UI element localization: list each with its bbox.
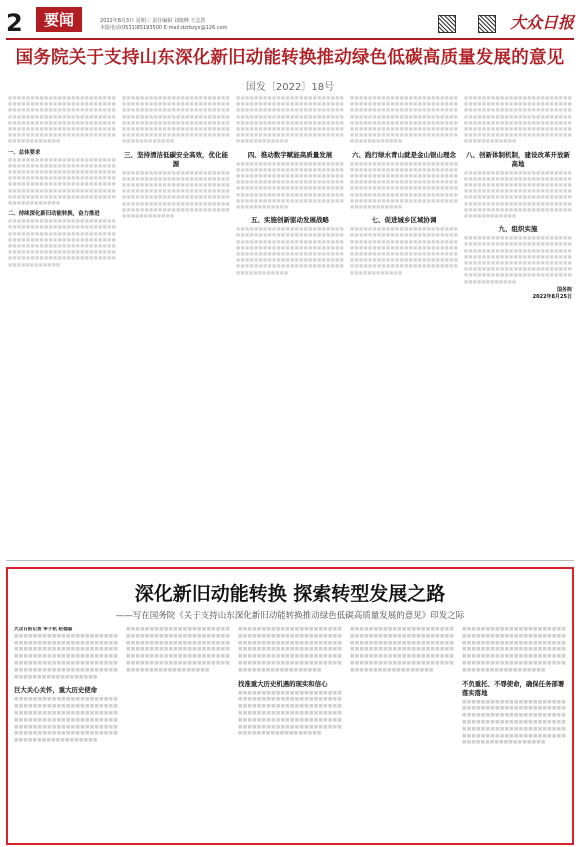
body-text: ■■■■■■■■■■■■■■■■■■■■■■■■■■■■■■■■■■■■■■■■■■■■■■■■■■■■■■■■■■■■■■■■■■■■■■■■■■■■■■■■■■■■■■■■■■■■■■■■■■■■■■■■■■■■■■■■■■■■■■■■■■■■■■■■■■■■■■■■■■■■■■■■■■■■■■■■■■■■■■■■■■■■■■■■■■■■■■■■■■■■ [464, 236, 572, 285]
section-heading: 六、践行绿水青山就是金山银山理念 [352, 150, 456, 159]
section-heading: 八、创新体制机制，建设改革开放新高地 [466, 150, 570, 168]
article-column-4 [350, 96, 458, 526]
article-column-1 [8, 96, 116, 526]
body-text: ■■■■■■■■■■■■■■■■■■■■■■■■■■■■■■■■■■■■■■■■■■■■■■■■■■■■■■■■■■■■■■■■■■■■■■■■■■■■■■■■■■■■■■■■■■■■■■■■■■■■■■■■■■■■■■■■■■■■■■■■■■■■■■■■■■■■■■■■■■■■■■■■■■■■■■■■■■■■■■■■■■■■■■■■■■■■■■■■■■■■ [8, 157, 116, 207]
body-text: ■■■■■■■■■■■■■■■■■■■■■■■■■■■■■■■■■■■■■■■■■■■■■■■■■■■■■■■■■■■■■■■■■■■■■■■■■■■■■■■■■■■■■■■■■■■■■■■■■■■■■■■■■■■■■■■■■■■■■■■■■■■■■■■■■■■■■■■■■■■■■■■■■■■■■■ [126, 627, 230, 673]
body-text: ■■■■■■■■■■■■■■■■■■■■■■■■■■■■■■■■■■■■■■■■■■■■■■■■■■■■■■■■■■■■■■■■■■■■■■■■■■■■■■■■■■■■■■■■■■■■■■■■■■■■■■■■■■■■■■■■■■■■■■■■■■■■■■■■■■■■■■■■■■■■■■■■■■■■■■■■■■■■■■■■■■■■■■■■■■■■■■■■■■■■ [8, 219, 116, 268]
date: 2022年8月25日 [532, 293, 572, 300]
section-heading: 二、持续深化新旧动能转换，奋力推进 [8, 211, 100, 218]
body-text: ■■■■■■■■■■■■■■■■■■■■■■■■■■■■■■■■■■■■■■■■■■■■■■■■■■■■■■■■■■■■■■■■■■■■■■■■■■■■■■■■■■■■■■■■■■■■■■■■■■■■■■■■■■■■■■■■■■■■■■■■■■■■■■■■■■■■■■■■■■■■■■■■■■■■■■■■■■■■■■■■■■■■■■■■■■■■■■■■■■■■ [236, 161, 344, 211]
body-text: ■■■■■■■■■■■■■■■■■■■■■■■■■■■■■■■■■■■■■■■■■■■■■■■■■■■■■■■■■■■■■■■■■■■■■■■■■■■■■■■■■■■■■■■■■■■■■■■■■■■■■■■■■■■■■■■■■■■■■■■■■■■■■■■■■■■■■■■■■■■■■■■■■■■■■■■■■■■■■■■■■■■■■■■■■■■■■■■■■■■■ [236, 227, 344, 276]
body-text: ■■■■■■■■■■■■■■■■■■■■■■■■■■■■■■■■■■■■■■■■■■■■■■■■■■■■■■■■■■■■■■■■■■■■■■■■■■■■■■■■■■■■■■■■■■■■■■■■■■■■■■■■■■■■■■■■■■■■■■■■■■■■■■■■■■■■■■■■■■■■■■■■■■■■■■■■■■■■■■■■■■■■■■■■■■■■■■■■■■■■ [350, 96, 458, 145]
feature-column-1 [14, 627, 118, 841]
body-text: ■■■■■■■■■■■■■■■■■■■■■■■■■■■■■■■■■■■■■■■■■■■■■■■■■■■■■■■■■■■■■■■■■■■■■■■■■■■■■■■■■■■■■■■■■■■■■■■■■■■■■■■■■■■■■■■■■■■■■■■■■■■■■■■■■■■■■■■■■■■■■■■■■■■■■■■■■■■■■■■■■■■■■■■■■■■■■■■■■■■■ [350, 161, 458, 211]
newspaper-logo: 大众日报 [509, 13, 574, 32]
edition-meta [100, 18, 227, 32]
body-text: ■■■■■■■■■■■■■■■■■■■■■■■■■■■■■■■■■■■■■■■■■■■■■■■■■■■■■■■■■■■■■■■■■■■■■■■■■■■■■■■■■■■■■■■■■■■■■■■■■■■■■■■■■■■■■■■■■■■■■■■■■■■■■■■■■■■■■■■■■■■■■■■■■■■■■■ [238, 690, 342, 737]
article-column-5 [464, 96, 572, 526]
section-heading: 四、推动数字赋能高质量发展 [247, 150, 333, 159]
feature-column-3 [238, 627, 342, 841]
section-heading: 九、组织实施 [498, 225, 538, 234]
body-text: ■■■■■■■■■■■■■■■■■■■■■■■■■■■■■■■■■■■■■■■■■■■■■■■■■■■■■■■■■■■■■■■■■■■■■■■■■■■■■■■■■■■■■■■■■■■■■■■■■■■■■■■■■■■■■■■■■■■■■■■■■■■■■■■■■■■■■■■■■■■■■■■■■■■■■■ [14, 697, 118, 744]
section-heading: 七、促进城乡区域协调 [371, 216, 437, 225]
body-text: ■■■■■■■■■■■■■■■■■■■■■■■■■■■■■■■■■■■■■■■■■■■■■■■■■■■■■■■■■■■■■■■■■■■■■■■■■■■■■■■■■■■■■■■■■■■■■■■■■■■■■■■■■■■■■■■■■■■■■■■■■■■■■■■■■■■■■■■■■■■■■■■■■■■■■■ [462, 699, 566, 746]
body-text: ■■■■■■■■■■■■■■■■■■■■■■■■■■■■■■■■■■■■■■■■■■■■■■■■■■■■■■■■■■■■■■■■■■■■■■■■■■■■■■■■■■■■■■■■■■■■■■■■■■■■■■■■■■■■■■■■■■■■■■■■■■■■■■■■■■■■■■■■■■■■■■■■■■■■■■■■■■■■■■■■■■■■■■■■■■■■■■■■■■■■ [464, 96, 572, 145]
meta-line: 本版电话(0531)85193500 E-mail:dzrbzyx@126.com [100, 25, 228, 31]
qr-code-icon [438, 15, 456, 33]
section-heading: 三、坚持清洁低碳安全高效，优化能源 [124, 150, 228, 168]
body-text: ■■■■■■■■■■■■■■■■■■■■■■■■■■■■■■■■■■■■■■■■■■■■■■■■■■■■■■■■■■■■■■■■■■■■■■■■■■■■■■■■■■■■■■■■■■■■■■■■■■■■■■■■■■■■■■■■■■■■■■■■■■■■■■■■■■■■■■■■■■■■■■■■■■■■■■■■■■■■■■■■■■■■■■■■■■■■■■■■■■■■ [464, 170, 572, 220]
qr-code-icon [478, 15, 496, 33]
feature-title: 深化新旧动能转换 探索转型发展之路 [134, 583, 446, 605]
page-number: 2 [6, 9, 23, 37]
article-column-3 [236, 96, 344, 526]
body-text: ■■■■■■■■■■■■■■■■■■■■■■■■■■■■■■■■■■■■■■■■■■■■■■■■■■■■■■■■■■■■■■■■■■■■■■■■■■■■■■■■■■■■■■■■■■■■■■■■■■■■■■■■■■■■■■■■■■■■■■■■■■■■■■■■■■■■■■■■■■■■■■■■■■■■■■■■■■■■■■■■■■■■■■■■■■■■■■■■■■■■ [350, 227, 458, 276]
article-column-2 [122, 96, 230, 526]
signature: 国务院 [556, 286, 572, 293]
body-text: ■■■■■■■■■■■■■■■■■■■■■■■■■■■■■■■■■■■■■■■■■■■■■■■■■■■■■■■■■■■■■■■■■■■■■■■■■■■■■■■■■■■■■■■■■■■■■■■■■■■■■■■■■■■■■■■■■■■■■■■■■■■■■■■■■■■■■■■■■■■■■■■■■■■■■■ [238, 627, 342, 673]
body-text: ■■■■■■■■■■■■■■■■■■■■■■■■■■■■■■■■■■■■■■■■■■■■■■■■■■■■■■■■■■■■■■■■■■■■■■■■■■■■■■■■■■■■■■■■■■■■■■■■■■■■■■■■■■■■■■■■■■■■■■■■■■■■■■■■■■■■■■■■■■■■■■■■■■■■■■■■■■■■■■■■■■■■■■■■■■■■■■■■■■■■ [8, 96, 116, 145]
body-text: ■■■■■■■■■■■■■■■■■■■■■■■■■■■■■■■■■■■■■■■■■■■■■■■■■■■■■■■■■■■■■■■■■■■■■■■■■■■■■■■■■■■■■■■■■■■■■■■■■■■■■■■■■■■■■■■■■■■■■■■■■■■■■■■■■■■■■■■■■■■■■■■■■■■■■■ [14, 633, 118, 680]
section-heading: 一、总体要求 [8, 149, 41, 156]
body-text: ■■■■■■■■■■■■■■■■■■■■■■■■■■■■■■■■■■■■■■■■■■■■■■■■■■■■■■■■■■■■■■■■■■■■■■■■■■■■■■■■■■■■■■■■■■■■■■■■■■■■■■■■■■■■■■■■■■■■■■■■■■■■■■■■■■■■■■■■■■■■■■■■■■■■■■ [350, 627, 454, 673]
feature-column-5 [462, 627, 566, 841]
feature-column-2 [126, 627, 230, 841]
byline: 大众日报记者 李子杭 赵德磊 [14, 627, 73, 632]
feature-heading: 找准重大历史机遇的现实和信心 [238, 679, 328, 688]
section-heading: 五、实施创新驱动发展战略 [251, 216, 329, 225]
body-text: ■■■■■■■■■■■■■■■■■■■■■■■■■■■■■■■■■■■■■■■■■■■■■■■■■■■■■■■■■■■■■■■■■■■■■■■■■■■■■■■■■■■■■■■■■■■■■■■■■■■■■■■■■■■■■■■■■■■■■■■■■■■■■■■■■■■■■■■■■■■■■■■■■■■■■■■■■■■■■■■■■■■■■■■■■■■■■■■■■■■■ [122, 170, 230, 220]
article-title: 国务院关于支持山东深化新旧动能转换推动绿色低碳高质量发展的意见 [15, 48, 565, 68]
meta-line: 2022年8月3日 星期三 责任编辑 刘俊峰 王志浩 [100, 18, 206, 24]
document-number: 国发〔2022〕18号 [245, 82, 335, 93]
body-text: ■■■■■■■■■■■■■■■■■■■■■■■■■■■■■■■■■■■■■■■■■■■■■■■■■■■■■■■■■■■■■■■■■■■■■■■■■■■■■■■■■■■■■■■■■■■■■■■■■■■■■■■■■■■■■■■■■■■■■■■■■■■■■■■■■■■■■■■■■■■■■■■■■■■■■■■■■■■■■■■■■■■■■■■■■■■■■■■■■■■■ [236, 96, 344, 145]
divider [6, 560, 574, 561]
feature-heading: 巨大关心关怀，重大历史使命 [14, 686, 98, 695]
feature-article-box [6, 567, 574, 845]
body-text: ■■■■■■■■■■■■■■■■■■■■■■■■■■■■■■■■■■■■■■■■■■■■■■■■■■■■■■■■■■■■■■■■■■■■■■■■■■■■■■■■■■■■■■■■■■■■■■■■■■■■■■■■■■■■■■■■■■■■■■■■■■■■■■■■■■■■■■■■■■■■■■■■■■■■■■ [462, 627, 566, 673]
feature-column-4 [350, 627, 454, 841]
feature-heading: 不负重托、不辱使命，确保任务部署落实落地 [462, 679, 565, 697]
section-label: 要闻 [36, 7, 82, 32]
body-text: ■■■■■■■■■■■■■■■■■■■■■■■■■■■■■■■■■■■■■■■■■■■■■■■■■■■■■■■■■■■■■■■■■■■■■■■■■■■■■■■■■■■■■■■■■■■■■■■■■■■■■■■■■■■■■■■■■■■■■■■■■■■■■■■■■■■■■■■■■■■■■■■■■■■■■■■■■■■■■■■■■■■■■■■■■■■■■■■■■■■■ [122, 96, 230, 145]
feature-subtitle: ——写在国务院《关于支持山东深化新旧动能转换推动绿色低碳高质量发展的意见》印发之际 [115, 611, 465, 621]
page-header [6, 4, 574, 40]
